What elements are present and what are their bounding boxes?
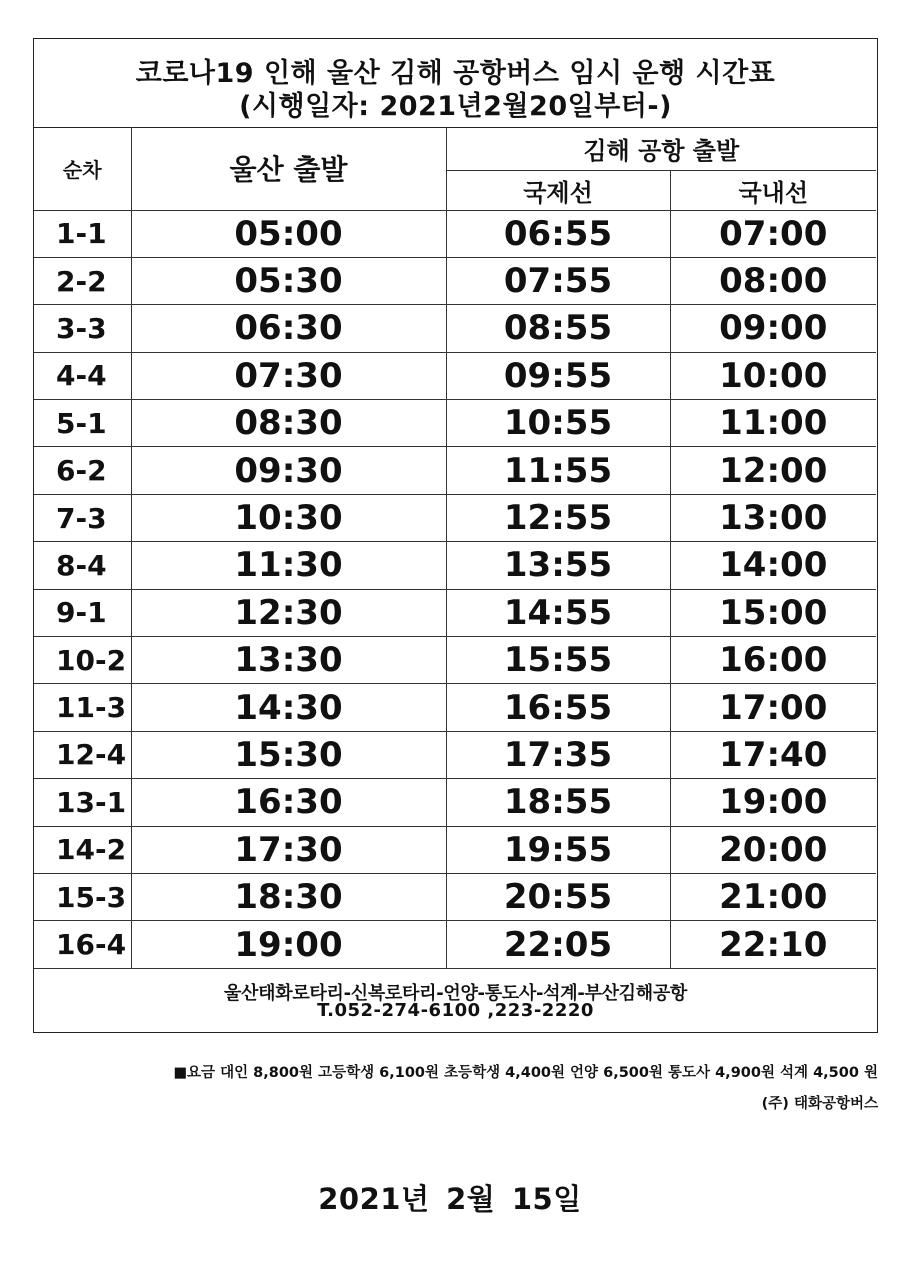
domestic-departure-cell: 19:00 (670, 779, 876, 826)
ulsan-departure-cell: 19:00 (131, 921, 446, 968)
table-row (34, 779, 876, 826)
international-departure-cell: 11:55 (446, 447, 670, 494)
company-name: (주) 태화공항버스 (761, 1096, 878, 1112)
order-cell: 9-1 (34, 589, 131, 636)
issue-date: 2021년 2월 15일 (318, 1182, 582, 1216)
table-row (34, 352, 876, 399)
ulsan-departure-cell: 07:30 (131, 352, 446, 399)
international-departure-cell: 08:55 (446, 305, 670, 352)
ulsan-departure-cell: 12:30 (131, 589, 446, 636)
international-departure-cell: 09:55 (446, 352, 670, 399)
header-domestic: 국내선 (670, 170, 876, 210)
table-row (34, 921, 876, 968)
international-departure-cell: 22:05 (446, 921, 670, 968)
international-departure-cell: 20:55 (446, 873, 670, 920)
table-row (34, 731, 876, 778)
international-departure-cell: 06:55 (446, 210, 670, 257)
international-departure-cell: 14:55 (446, 589, 670, 636)
order-cell: 16-4 (34, 921, 131, 968)
table-row (34, 257, 876, 304)
domestic-departure-cell: 16:00 (670, 637, 876, 684)
domestic-departure-cell: 12:00 (670, 447, 876, 494)
domestic-departure-cell: 07:00 (670, 210, 876, 257)
table-row (34, 589, 876, 636)
domestic-departure-cell: 20:00 (670, 826, 876, 873)
ulsan-departure-cell: 06:30 (131, 305, 446, 352)
international-departure-cell: 18:55 (446, 779, 670, 826)
table-row (34, 684, 876, 731)
table-row (34, 873, 876, 920)
ulsan-departure-cell: 05:00 (131, 210, 446, 257)
timetable-body (34, 210, 876, 968)
order-cell: 4-4 (34, 352, 131, 399)
ulsan-departure-cell: 17:30 (131, 826, 446, 873)
timetable-sheet (33, 38, 878, 1033)
ulsan-departure-cell: 10:30 (131, 494, 446, 541)
order-cell: 1-1 (34, 210, 131, 257)
fare-info: ■요금 대인 8,800원 고등학생 6,100원 초등학생 4,400원 언양 6,500원 통도사 4,900원 석계 4,500 원 (173, 1065, 878, 1081)
international-departure-cell: 19:55 (446, 826, 670, 873)
bus-timetable (34, 127, 876, 969)
order-cell: 8-4 (34, 542, 131, 589)
table-row (34, 826, 876, 873)
domestic-departure-cell: 13:00 (670, 494, 876, 541)
title-box (34, 39, 877, 128)
domestic-departure-cell: 09:00 (670, 305, 876, 352)
table-row (34, 305, 876, 352)
order-cell: 13-1 (34, 779, 131, 826)
order-cell: 11-3 (34, 684, 131, 731)
international-departure-cell: 15:55 (446, 637, 670, 684)
ulsan-departure-cell: 08:30 (131, 400, 446, 447)
order-cell: 7-3 (34, 494, 131, 541)
phone-numbers: T.052-274-6100 ,223-2220 (317, 1000, 594, 1021)
international-departure-cell: 17:35 (446, 731, 670, 778)
header-ulsan-departure: 울산 출발 (131, 127, 446, 210)
order-cell: 12-4 (34, 731, 131, 778)
domestic-departure-cell: 17:40 (670, 731, 876, 778)
international-departure-cell: 10:55 (446, 400, 670, 447)
ulsan-departure-cell: 14:30 (131, 684, 446, 731)
table-row (34, 637, 876, 684)
international-departure-cell: 16:55 (446, 684, 670, 731)
order-cell: 10-2 (34, 637, 131, 684)
domestic-departure-cell: 10:00 (670, 352, 876, 399)
header-order: 순차 (34, 127, 131, 210)
table-row (34, 447, 876, 494)
header-international: 국제선 (446, 170, 670, 210)
timetable-title: 코로나19 인해 울산 김해 공항버스 임시 운행 시간표 (135, 58, 776, 89)
international-departure-cell: 13:55 (446, 542, 670, 589)
table-row (34, 400, 876, 447)
order-cell: 3-3 (34, 305, 131, 352)
order-cell: 5-1 (34, 400, 131, 447)
order-cell: 15-3 (34, 873, 131, 920)
domestic-departure-cell: 11:00 (670, 400, 876, 447)
domestic-departure-cell: 17:00 (670, 684, 876, 731)
effective-date-subtitle: (시행일자: 2021년2월20일부터-) (239, 91, 672, 122)
domestic-departure-cell: 14:00 (670, 542, 876, 589)
domestic-departure-cell: 21:00 (670, 873, 876, 920)
route-info (34, 968, 877, 1032)
domestic-departure-cell: 15:00 (670, 589, 876, 636)
domestic-departure-cell: 22:10 (670, 921, 876, 968)
order-cell: 14-2 (34, 826, 131, 873)
order-cell: 2-2 (34, 257, 131, 304)
table-row (34, 210, 876, 257)
ulsan-departure-cell: 18:30 (131, 873, 446, 920)
ulsan-departure-cell: 13:30 (131, 637, 446, 684)
ulsan-departure-cell: 16:30 (131, 779, 446, 826)
ulsan-departure-cell: 15:30 (131, 731, 446, 778)
order-cell: 6-2 (34, 447, 131, 494)
ulsan-departure-cell: 05:30 (131, 257, 446, 304)
table-row (34, 494, 876, 541)
header-gimhae-departure: 김해 공항 출발 (446, 127, 876, 170)
table-row (34, 542, 876, 589)
domestic-departure-cell: 08:00 (670, 257, 876, 304)
ulsan-departure-cell: 11:30 (131, 542, 446, 589)
international-departure-cell: 07:55 (446, 257, 670, 304)
international-departure-cell: 12:55 (446, 494, 670, 541)
ulsan-departure-cell: 09:30 (131, 447, 446, 494)
route-stops: 울산태화로타리-신복로타리-언양-통도사-석계-부산김해공항 (223, 983, 688, 1004)
